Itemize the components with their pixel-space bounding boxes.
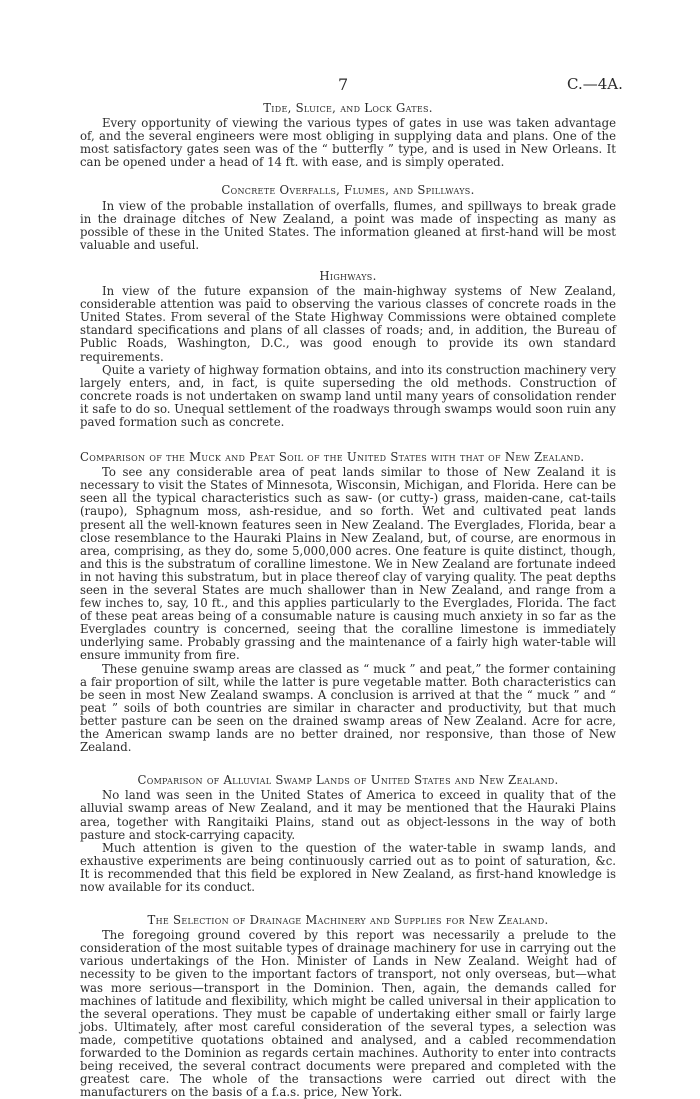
- paragraph: Every opportunity of viewing the various types of gates in use was taken advantage of, and the several engineers were most obliging in supplying data and plans. One of the most satisfactory gates seen was of the “ butterfly ” type, and is used in New Orleans. It can be opened under a head of 14 ft. with ease, and is simply operated.: [80, 116, 616, 170]
- section-tide-gates: [80, 102, 616, 169]
- section-heading: Concrete Overfalls, Flumes, and Spillways.: [221, 183, 475, 198]
- paragraph: No land was seen in the United States of America to exceed in quality that of the alluvial swamp areas of New Zealand, and it may be mentioned that the Hauraki Plains area, together with Rangitaiki Plains, stand out as object-lessons in the way of both pasture and stock-carrying capacity.: [80, 788, 616, 842]
- section-heading: Highways.: [319, 268, 377, 283]
- section-drainage-machinery: [80, 914, 616, 1099]
- paragraph: In view of the future expansion of the main-highway systems of New Zealand, considerable attention was paid to observing the various classes of concrete roads in the United States. From several of the State Highway Commissions were obtained complete standard specifications and plans of all classes of roads; and, in addition, the Bureau of Public Roads, Washington, D.C., was good enough to provide its own standard requirements.: [80, 284, 616, 364]
- paragraph: These genuine swamp areas are classed as “ muck ” and peat,” the former containing a fair proportion of silt, while the latter is pure vegetable matter. Both characteristics can be seen in most New Zealand swamps. A conclusion is arrived at that the “ muck ” and “ peat ” soils of both countries are similar in character and productivity, but that much better pasture can be seen on the drained swamp areas of New Zealand. Acre for acre, the American swamp lands are no better drained, nor responsive, than those of New Zealand.: [80, 661, 616, 755]
- section-heading: Tide, Sluice, and Lock Gates.: [263, 101, 433, 115]
- paragraph: Quite a variety of highway formation obtains, and into its construction machinery very largely enters, and, in fact, is quite superseding the old methods. Construction of concrete roads is not undertaken on swamp land until many years of consolidation render it safe to do so. Unequal settlement of the roadways through swamps would soon ruin any paved formation such as concrete.: [80, 362, 616, 429]
- section-heading: The Selection of Drainage Machinery and Supplies for New Zealand.: [147, 913, 549, 928]
- section-heading: Comparison of Alluvial Swamp Lands of United States and New Zealand.: [137, 773, 559, 788]
- section-highways: [80, 270, 616, 429]
- section-muck-peat-comparison: [80, 451, 616, 754]
- document-reference: C.—4A.: [567, 75, 623, 93]
- report-body: [80, 102, 616, 1099]
- page-number: 7: [338, 75, 349, 94]
- section-alluvial-comparison: [80, 774, 616, 894]
- section-heading: Comparison of the Muck and Peat Soil of the United States with that of New Zealand.: [80, 450, 585, 465]
- paragraph: Much attention is given to the question of the water-table in swamp lands, and exhaustive experiments are being continuously carried out as to point of saturation, &c. It is recommended that this field be explored in New Zealand, as first-hand knowledge is now available for its conduct.: [80, 840, 616, 894]
- paragraph: In view of the probable installation of overfalls, flumes, and spillways to break grade in the drainage ditches of New Zealand, a point was made of inspecting as many as possible of these in the United States. The information gleaned at first-hand will be most valuable and useful.: [80, 198, 616, 252]
- paragraph: The foregoing ground covered by this report was necessarily a prelude to the consideration of the most suitable types of drainage machinery for use in carrying out the various undertakings of the Hon. Minister of Lands in New Zealand. Weight had of necessity to be given to the important factors of transport, not only overseas, but—what was more serious—transport in the Dominion. Then, again, the demands called for machines of latitude and flexibility, which might be called universal in their application to the several operations. They must be capable of undertaking either small or fairly large jobs. Ultimately, after most careful consideration of the several types, a selection was made, competitive quotations obtained and analysed, and a cabled recommendation forwarded to the Dominion as regards certain machines. Authority to enter into contracts being received, the several contract documents were prepared and completed with the greatest care. The whole of the transactions were carried out direct with the manufacturers on the basis of a f.a.s. price, New York.: [80, 928, 616, 1099]
- paragraph: To see any considerable area of peat lands similar to those of New Zealand it is necessary to visit the States of Minnesota, Wisconsin, Michigan, and Florida. Here can be seen all the typical characteristics such as saw- (or cutty-) grass, maiden-cane, cat-tails (raupo), Sphagnum moss, ash-residue, and so forth. Wet and cultivated peat lands present all the well-known features seen in New Zealand. The Everglades, Florida, bear a close resemblance to the Hauraki Plains in New Zealand, but, of course, are enormous in area, comprising, as they do, some 5,000,000 acres. One feature is quite distinct, though, and this is the substratum of coralline limestone. We in New Zealand are fortunate indeed in not having this substratum, but in place thereof clay of varying quality. The peat depths seen in the several States are much shallower than in New Zealand, and range from a few inches to, say, 10 ft., and this applies particularly to the Everglades, Florida. The fact of these peat areas being of a consumable nature is causing much anxiety in so far as the Everglades country is concerned, seeing that the coralline limestone is immediately underlying same. Probably grassing and the maintenance of a fairly high water-table will ensure immunity from fire.: [80, 465, 617, 663]
- section-concrete-overfalls: [80, 184, 616, 251]
